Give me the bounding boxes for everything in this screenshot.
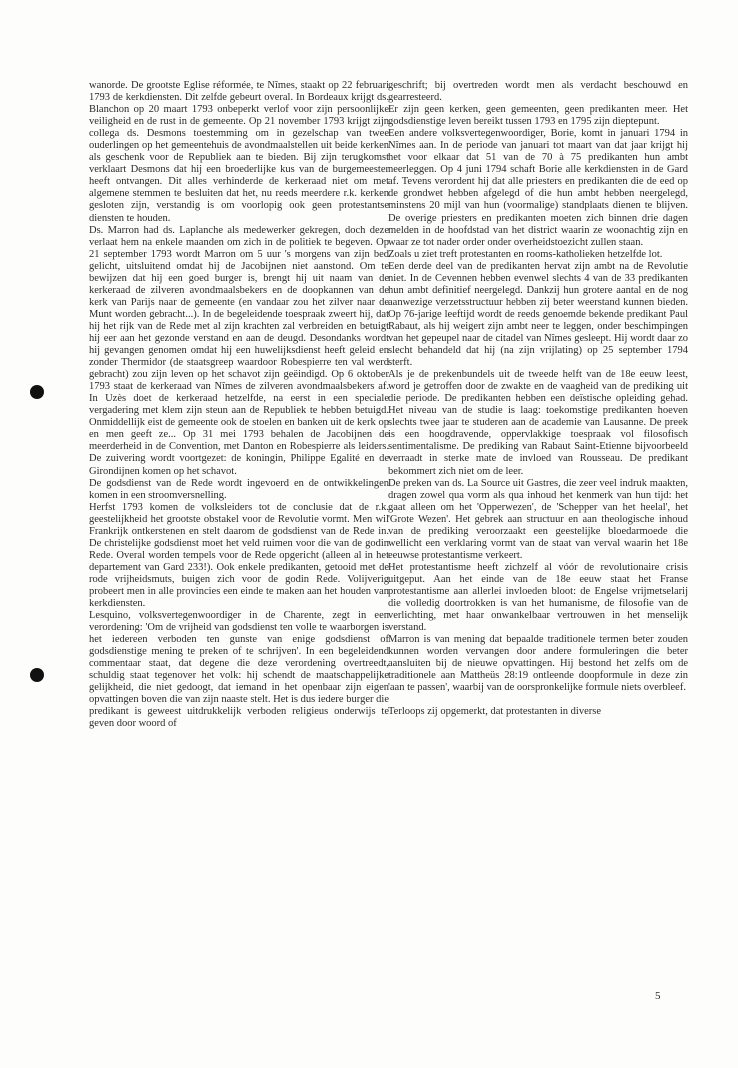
paragraph: Zoals u ziet treft protestanten en rooms-katholieken hetzelfde lot.: [388, 248, 663, 260]
paragraph: De preken van ds. La Source uit Gastres, die zeer veel indruk maakten, dragen zowel qua vorm als qua inhoud het kenmerk van hun tijd: het gaat alleen om het 'Opperwezen', de 'Schepper van het heelal', het 'Grote Wezen'. Het gebrek aan structuur en aan theologische inhoud van de prediking veroorzaakt een geestelijke bloedarmoede die wellicht een verklaring vormt van de staat van verval waarin het 18e eeuwse protestantisme verkeert.: [388, 477, 688, 561]
paragraph: Als je de prekenbundels uit de tweede helft van de 18e eeuw leest, word je getroffen door de zwakte en de vaagheid van de prediking uit die periode. De predikanten hebben een deïstische opleiding gehad. Het niveau van de studie is laag: toekomstige predikanten hoeven slechts twee jaar te studeren aan de academie van Lausanne. De preek is een hoogdravende, oppervlakkige toespraak vol filosofisch sentimentalisme. De prediking van Rabaut Saint-Etienne bijvoorbeeld verraadt in sterke mate de invloed van Rousseau. De predikant bekommert zich niet om de leer.: [388, 369, 688, 477]
paragraph: De godsdienst van de Rede wordt ingevoerd en de ontwikkelingen komen in een stroomversnelling.: [89, 477, 389, 501]
paragraph: Herfst 1793 komen de volksleiders tot de conclusie dat de r.k. geestelijkheid het grootste obstakel voor de Revolutie vormt. Men wil Frankrijk ontkerstenen en stelt daarom de godsdienst van de Rede in. De christelijke godsdienst moet het veld ruimen voor die van de godin Rede. Overal worden tempels voor de Rede opgericht (alleen al in het departement van Gard 233!). Ook enkele predikanten, getooid met de rode vrijheidsmuts, buigen zich voor de godin Rede. Volijverig probeert men in alle provincies een einde te maken aan het houden van kerkdiensten.: [89, 501, 389, 610]
paragraph: geschrift; bij overtreden wordt men als verdacht beschouwd en gearresteerd.: [388, 80, 688, 104]
left-text-column: [89, 80, 389, 731]
paragraph: Lesquino, volksvertegenwoordiger in de Charente, zegt in een verordening: 'Om de vrijheid van godsdienst ten volle te waarborgen is het iedereen verboden ten gunste van enige godsdienst of godsdienstige mening te preken of te schrijven'. In een begeleidend commentaar staat, dat degene die deze verordening overtreedt, schuldig staat tegenover het volk: hij schendt de maatschappelijke gelijkheid, die niet gedoogt, dat iemand in het openbaar zijn eigen opvattingen boven die van zijn naaste stelt. Het is dus iedere burger die predikant is geweest uitdrukkelijk verboden religieus onderwijs te geven door woord of: [89, 610, 389, 730]
paragraph: Terloops zij opgemerkt, dat protestanten in diverse: [388, 706, 601, 718]
punch-hole-icon: [30, 668, 44, 682]
paragraph: wanorde. De grootste Eglise réformée, te Nîmes, staakt op 22 februari 1793 de kerkdiensten. Dit zelfde gebeurt overal. In Bordeaux krijgt ds. Blanchon op 20 maart 1793 onbeperkt verlof voor zijn persoonlijke veiligheid en de rust in de gemeente. Op 21 november 1793 krijgt zijn collega ds. Desmons toestemming om in gezelschap van twee ouderlingen op het gemeentehuis de avondmaalstellen uit beide kerken als geschenk voor de Republiek aan te bieden. Bij zijn terugkomst verklaart Desmons dat hij een broederlijke kus van de burgemeester heeft ontvangen. Dit alles verhinderde de kerkeraad niet om met algemene stemmen te besluiten dat het, nu reeds meerdere r.k. kerken gesloten zijn, verstandig is om voorlopig ook geen protestantse diensten te houden.: [89, 80, 389, 224]
punch-hole-icon: [30, 385, 44, 399]
paragraph: Er zijn geen kerken, geen gemeenten, geen predikanten meer. Het godsdienstige leven bereikt tussen 1793 en 1795 zijn dieptepunt.: [388, 104, 688, 128]
paragraph: Een derde deel van de predikanten hervat zijn ambt na de Revolutie niet. In de Cevennen hebben evenwel slechts 4 van de 33 predikanten hun ambt definitief neergelegd. Dankzij hun grotere aantal en de nog aanwezige verzetsstructuur hebben zij beter weerstand kunnen bieden. Op 76-jarige leeftijd wordt de reeds genoemde bekende predikant Paul Rabaut, als hij weigert zijn ambt neer te leggen, onder beschimpingen van het gepeupel naar de citadel van Nîmes gesleept. Hij wordt daar zo slecht behandeld dat hij (na zijn vrijlating) op 25 september 1794 sterft.: [388, 260, 688, 369]
paragraph: Ds. Marron had ds. Laplanche als medewerker gekregen, doch deze verlaat hem na enkele maanden om zich in de politiek te begeven. Op 21 september 1793 wordt Marron om 5 uur 's morgens van zijn bed gelicht, uitsluitend omdat hij de Jacobijnen niet aanstond. Om te bewijzen dat hij een goed burger is, brengt hij uit naam van de kerkeraad de zilveren avondmaalsbekers en de doopkannen van de kerk van Parijs naar de gemeente (en vandaar zou het zilver naar de Munt worden gebracht...). In de begeleidende toespraak zweert hij, dat hij het rijk van de Rede met al zijn krachten zal verbreiden en betuigt hij eer aan het gezonde verstand en aan de deugd. Desondanks wordt hij gevangen genomen omdat hij een huwelijksdienst heeft geleid en zonder Thermidor (de staatsgreep waardoor Robespierre ten val werd gebracht) zou zijn leven op het schavot zijn geëindigd. Op 6 oktober 1793 staat de kerkeraad van Nîmes de zilveren avondmaalsbekers af. In Uzès doet de kerkeraad hetzelfde, na eerst in een speciale vergadering met klem zijn steun aan de Republiek te hebben betuigd. Onmiddellijk eist de gemeente ook de stoelen en banken uit de kerk op en men geeft ze... Op 31 mei 1793 behalen de Jacobijnen de meerderheid in de Convention, met Danton en Robespierre als leiders. De zuivering wordt voortgezet: de koningin, Philippe Egalité en de Girondijnen komen op het schavot.: [89, 224, 389, 477]
right-text-column: [388, 80, 688, 718]
paragraph: Het protestantisme heeft zichzelf al vóór de revolutionaire crisis uitgeput. Aan het einde van de 18e eeuw staat het Franse protestantisme aan allerlei invloeden bloot: de Engelse vrijmetselarij die volledig doortrokken is van het humanisme, de filosofie van de verlichting, met haar onwankelbaar vertrouwen in het menselijk verstand.: [388, 561, 688, 634]
paragraph: Marron is van mening dat bepaalde traditionele termen beter zouden kunnen worden vervangen door andere formuleringen die beter aansluiten bij de nieuwe opvattingen. Hij bestond het zelfs om de traditionele aan Mattheüs 28:19 ontleende doopformule in deze zin 'aan te passen', waarbij van de oorspronkelijke formule niets overbleef.: [388, 634, 688, 694]
paragraph: Een andere volksvertegenwoordiger, Borie, komt in januari 1794 in Nîmes aan. In de periode van januari tot maart van dat jaar krijgt hij het voor elkaar dat 51 van de 70 à 75 predikanten hun ambt neerleggen. Op 4 juni 1794 schaft Borie alle kerkdiensten in de Gard af. Tevens verordent hij dat alle priesters en predikanten die de eed op de grondwet hebben afgelegd of die hun ambt hebben neergelegd, minstens 20 mijl van hun (voormalige) standplaats dienen te blijven. De overige priesters en predikanten moeten zich binnen drie dagen melden in de hoofdstad van het district waarin ze woonachtig zijn en waar ze tot nader order onder overheidstoezicht zullen staan.: [388, 128, 688, 248]
page-number: 5: [655, 990, 661, 1002]
